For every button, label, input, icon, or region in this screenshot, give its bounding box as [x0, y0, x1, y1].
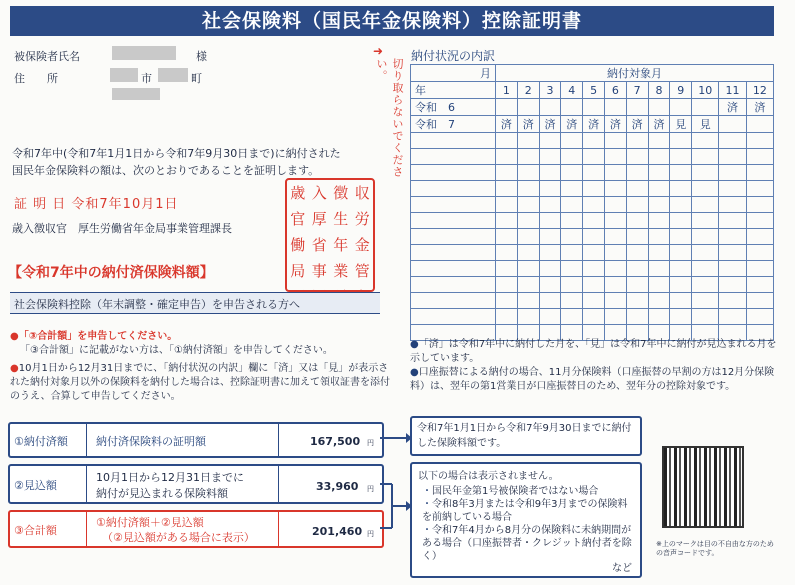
empty-row: [411, 149, 774, 165]
declaration-note-box: [10, 292, 380, 314]
row-total: [8, 510, 384, 548]
status-cell: [604, 99, 626, 116]
month-header: 2: [517, 82, 539, 99]
month-header: 9: [670, 82, 692, 99]
honorific: 様: [196, 50, 207, 63]
header-corner: 月: [411, 65, 496, 82]
row-total-desc2: （②見込額がある場合に表示）: [102, 531, 255, 544]
month-header: 8: [648, 82, 670, 99]
row-paid: [8, 422, 384, 458]
insured-name-label: 被保険者氏名: [14, 50, 80, 63]
status-cell: [583, 99, 605, 116]
status-cell: 済: [539, 116, 561, 133]
seal-char: 官: [290, 210, 306, 228]
seal-char: 入: [311, 184, 327, 202]
status-cell: [517, 99, 539, 116]
yen-unit: 円: [367, 485, 374, 493]
seal-char: 労: [354, 210, 370, 228]
callout-not-shown: [410, 462, 642, 578]
seal-char: 業: [333, 262, 349, 280]
seal-char: 局: [290, 262, 306, 280]
declaration-note: 社会保険料控除（年末調整・確定申告）を申告される方へ: [14, 298, 300, 311]
empty-row: [411, 261, 774, 277]
redacted-street: [112, 88, 160, 100]
voice-code-note: ※上のマークは目の不自由な方のための音声コードです。: [656, 540, 774, 557]
status-cell: [670, 99, 692, 116]
statement-line1: 令和7年中(令和7年1月1日から令和7年9月30日まで)に納付された: [12, 147, 341, 160]
month-header: 12: [746, 82, 773, 99]
empty-row: [411, 277, 774, 293]
row-estimated-desc2: 納付が見込まれる保険料額: [96, 487, 228, 500]
status-cell: [539, 99, 561, 116]
empty-row: [411, 293, 774, 309]
empty-row: [411, 165, 774, 181]
right-note-2: ●口座振替による納付の場合、11月分保険料（口座振替の早割の方は12月分保険料）は、翌年の第1営業日が口座振替日のため、翌年分の控除対象です。: [410, 367, 775, 392]
status-heading: 納付状況の内訳: [411, 49, 496, 63]
status-cell: [626, 99, 648, 116]
callout-item: ・令和7年4月から8月分の保険料に未納期間がある場合（口座振替者・クレジット納付者を除く）: [422, 525, 632, 562]
status-cell: 済: [626, 116, 648, 133]
status-cell: 済: [583, 116, 605, 133]
callout-paid: [410, 416, 642, 456]
month-header: 10: [692, 82, 719, 99]
seal-char: 年: [333, 236, 349, 254]
row-estimated-amount: 33,960: [316, 480, 359, 493]
row-total-amount: 201,460: [312, 525, 363, 538]
note-2: 「③合計額」に記載がない方は、「①納付済額」を申告してください。: [20, 345, 333, 356]
status-cell: [692, 99, 719, 116]
seal-char: 金: [354, 236, 370, 254]
redacted-city: [110, 68, 138, 82]
certification-date: 証 明 日 令和7年10月1日: [14, 197, 179, 212]
empty-row: [411, 245, 774, 261]
status-cell: 済: [648, 116, 670, 133]
note-1: 「③合計額」を申告してください。: [18, 331, 178, 342]
empty-row: [411, 181, 774, 197]
month-header: 6: [604, 82, 626, 99]
seal-char: 徴: [333, 184, 349, 202]
status-cell: 済: [496, 116, 518, 133]
seal-char: 管: [354, 262, 370, 280]
year-row: [411, 116, 774, 133]
callout-tail: など: [612, 563, 632, 574]
seal-char: 生: [333, 210, 349, 228]
row-estimated-label: ②見込額: [14, 479, 57, 492]
month-header: 4: [561, 82, 583, 99]
row-estimated-desc1: 10月1日から12月31日までに: [96, 471, 244, 484]
empty-row: [411, 197, 774, 213]
month-header: 1: [496, 82, 518, 99]
year-row: [411, 99, 774, 116]
arrow-right-icon: ➜: [373, 44, 384, 58]
callout-not-shown-title: 以下の場合は表示されません。: [418, 471, 559, 482]
status-cell: [496, 99, 518, 116]
seal-char: 省: [311, 236, 327, 254]
month-header: 11: [719, 82, 746, 99]
year-header: 年: [411, 82, 496, 99]
empty-row: [411, 213, 774, 229]
status-cell: [746, 116, 773, 133]
month-header: 5: [583, 82, 605, 99]
yen-unit: 円: [367, 530, 374, 538]
payment-status-table: [410, 64, 774, 341]
yen-unit: 円: [367, 439, 374, 447]
right-note-1: ●「済」は令和7年中に納付した月を、「見」は令和7年中に納付が見込まれる月を示しています。: [410, 339, 777, 364]
right-notes: [410, 338, 778, 394]
town-label: 町: [191, 72, 202, 85]
seal-char: 歳: [290, 184, 306, 202]
status-cell: 済: [604, 116, 626, 133]
callout-paid-text: 令和7年1月1日から令和7年9月30日までに納付した保険料額です。: [417, 423, 632, 449]
section-heading: 【令和7年中の納付済保険料額】: [8, 265, 214, 281]
seal-char: 収: [354, 184, 370, 202]
left-notes: [10, 330, 390, 404]
row-total-label: ③合計額: [14, 524, 57, 537]
statement-line2: 国民年金保険料の額は、次のとおりであることを証明します。: [12, 164, 320, 177]
row-paid-label: ①納付済額: [14, 435, 68, 448]
issuing-official: 歳入徴収官 厚生労働省年金局事業管理課長: [12, 222, 232, 235]
redacted-town: [158, 68, 188, 82]
voice-code-qr: [662, 446, 744, 528]
status-cell: 済: [746, 99, 773, 116]
year-label: 令和 6: [411, 99, 496, 116]
certificate-title: 社会保険料（国民年金保険料）控除証明書: [10, 6, 774, 36]
callout-list: [412, 485, 640, 563]
city-label: 市: [141, 72, 152, 85]
connector-lines: [380, 420, 412, 540]
note-3-wrap: ●10月1日から12月31日までに、「納付状況の内訳」欄に「済」又は「見」が表示された納付対象月以外の保険料を納付した場合は、控除証明書に加えて領収証書を添付のうえ、合算して申告してください。: [10, 363, 390, 402]
month-header: 7: [626, 82, 648, 99]
row-estimated: [8, 464, 384, 504]
target-months-header: 納付対象月: [496, 65, 774, 82]
status-cell: 見: [670, 116, 692, 133]
seal-char: 事: [311, 262, 327, 280]
status-cell: 済: [561, 116, 583, 133]
note-3: 10月1日から12月31日までに、「納付状況の内訳」欄に「済」又は「見」が表示された納付対象月以外の保険料を納付した場合は、控除証明書に加えて領収証書を添付のうえ、合算して申告してください。: [10, 363, 390, 402]
official-seal: [285, 178, 375, 292]
address-label: 住 所: [14, 72, 58, 85]
status-cell: 済: [719, 99, 746, 116]
empty-row: [411, 229, 774, 245]
row-total-desc1: ①納付済額＋②見込額: [96, 516, 204, 529]
row-paid-desc: 納付済保険料の証明額: [96, 435, 206, 448]
do-not-cut-notice: 切り取らないでください。: [375, 58, 404, 178]
status-cell: [561, 99, 583, 116]
seal-char: 厚: [311, 210, 327, 228]
note-red: ●「③合計額」を申告してください。: [10, 331, 178, 342]
status-cell: 済: [517, 116, 539, 133]
seal-char: 働: [290, 236, 306, 254]
month-header: 3: [539, 82, 561, 99]
year-label: 令和 7: [411, 116, 496, 133]
status-cell: [719, 116, 746, 133]
status-cell: [648, 99, 670, 116]
status-cell: 見: [692, 116, 719, 133]
empty-row: [411, 133, 774, 149]
empty-row: [411, 309, 774, 325]
callout-item: ・令和8年3月または令和9年3月までの保険料を前納している場合: [422, 499, 628, 523]
callout-item: ・国民年金第1号被保険者ではない場合: [422, 486, 599, 497]
redacted-name: [112, 46, 176, 60]
row-paid-amount: 167,500: [310, 435, 361, 448]
